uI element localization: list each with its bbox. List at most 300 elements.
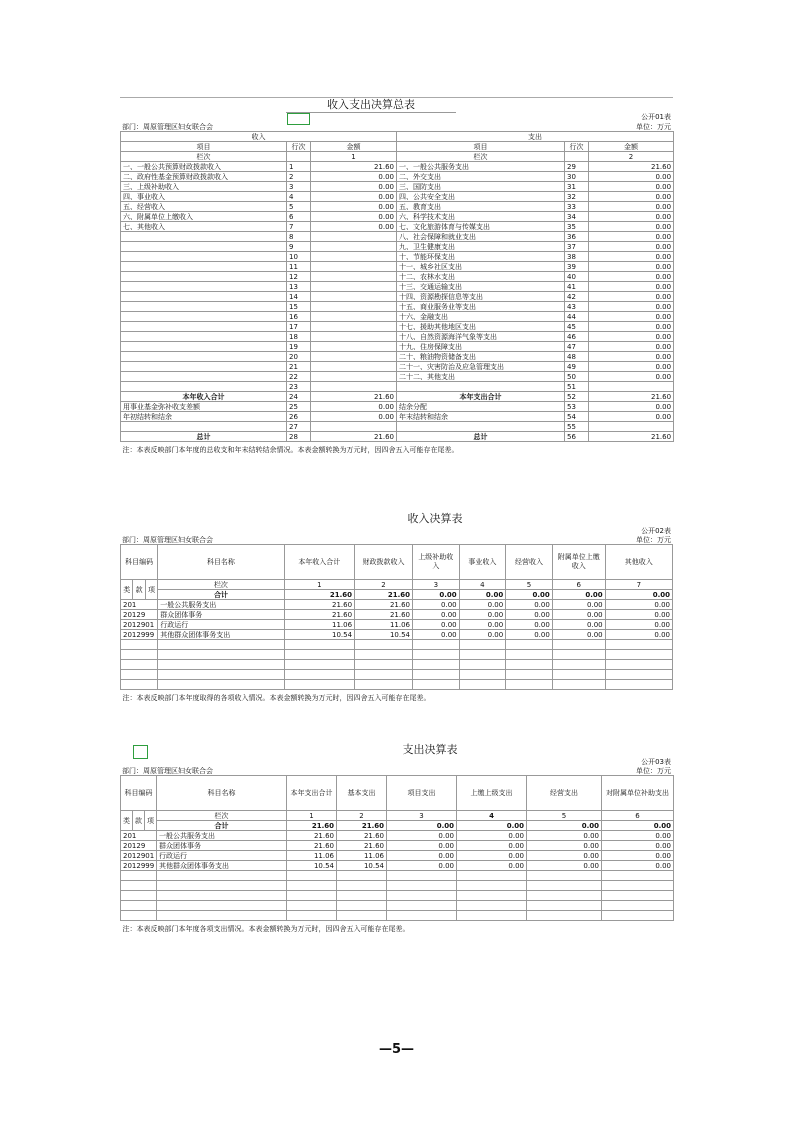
expense-amount: 0.00 [589,342,674,352]
income-item [121,242,287,252]
amount-cell: 0.00 [506,600,553,610]
income-item [121,422,287,432]
expense-line-no: 34 [565,212,589,222]
amount-cell: 0.00 [552,610,605,620]
expense-item [397,422,565,432]
empty-cell [506,680,553,690]
income-line-no: 19 [287,342,311,352]
expense-item: 本年支出合计 [397,392,565,402]
expense-amount: 0.00 [589,202,674,212]
empty-cell [337,871,387,881]
amount-cell: 0.00 [527,841,602,851]
expense-line-no: 51 [565,382,589,392]
total-cell: 21.60 [355,590,413,600]
income-item [121,302,287,312]
empty-cell [552,640,605,650]
lanci-label: 栏次 [157,811,287,821]
expense-amount: 0.00 [589,242,674,252]
income-line-no: 20 [287,352,311,362]
amount-cell: 0.00 [459,600,506,610]
table2-title: 收入决算表 [407,512,463,525]
empty-cell [121,650,158,660]
amount-cell: 21.60 [337,831,387,841]
amount-cell: 0.00 [605,630,672,640]
empty-cell [527,901,602,911]
col-number: 1 [287,811,337,821]
amount-cell: 0.00 [506,630,553,640]
table3-code: 公开03表 [641,757,671,766]
expense-item: 二十二、其他支出 [397,372,565,382]
empty-cell [284,640,354,650]
expense-line-no: 41 [565,282,589,292]
expense-line-no: 56 [565,432,589,442]
subject-name: 一般公共服务支出 [157,831,287,841]
empty-cell [157,891,287,901]
total-cell: 0.00 [459,590,506,600]
empty-cell [459,640,506,650]
total-cell: 0.00 [387,821,457,831]
expense-amount [589,422,674,432]
amount-cell: 11.06 [355,620,413,630]
table2-note: 注：本表反映部门本年度取得的各项收入情况。本表金额转换为万元时，因四舍五入可能存在尾差。 [122,693,431,702]
amount-cell: 0.00 [527,861,602,871]
table-row [121,282,674,292]
income-item [121,362,287,372]
empty-cell [552,670,605,680]
lei-label: 类 [121,811,133,831]
col-number: 2 [337,811,387,821]
empty-cell [284,670,354,680]
income-item: 一、一般公共预算财政拨款收入 [121,162,287,172]
total-cell: 0.00 [413,590,460,600]
total-label: 合计 [157,821,287,831]
income-amount: 0.00 [311,402,397,412]
income-amount: 0.00 [311,202,397,212]
empty-cell [387,891,457,901]
empty-cell [284,660,354,670]
income-item [121,272,287,282]
income-item: 年初结转和结余 [121,412,287,422]
table1-note: 注：本表反映部门本年度的总收支和年末结转结余情况。本表金额转换为万元时，因四舍五入可能存在尾差。 [122,445,459,454]
expense-amount: 0.00 [589,312,674,322]
expense-item [397,382,565,392]
empty-cell [506,670,553,680]
subject-name: 行政运行 [157,851,287,861]
expense-amount: 21.60 [589,392,674,402]
empty-cell [158,650,284,660]
empty-cell [413,670,460,680]
total-cell: 0.00 [552,590,605,600]
amount-cell: 0.00 [459,610,506,620]
expense-line-no: 52 [565,392,589,402]
income-line-no: 21 [287,362,311,372]
income-amount [311,312,397,322]
lei-label: 类 [121,580,133,600]
empty-cell [284,650,354,660]
total-cell: 21.60 [287,821,337,831]
amount-cell: 0.00 [602,841,674,851]
empty-cell [602,871,674,881]
empty-cell [605,650,672,660]
amount-cell: 11.06 [337,851,387,861]
subsidiary-income-header: 附属单位上缴收入 [552,545,605,580]
expense-line-no: 39 [565,262,589,272]
empty-cell [413,650,460,660]
expense-item: 十五、商业服务业等支出 [397,302,565,312]
expense-detail-table [120,743,673,933]
income-line-no: 14 [287,292,311,302]
empty-cell [459,670,506,680]
empty-cell [527,881,602,891]
expense-section-header: 支出 [397,132,674,142]
income-amount [311,322,397,332]
empty-row [121,911,674,921]
income-item [121,342,287,352]
expense-amount: 0.00 [589,402,674,412]
table-row [121,162,674,172]
empty-cell [121,871,157,881]
expense-amount: 0.00 [589,332,674,342]
table2-code: 公开02表 [641,526,671,535]
table-row [121,600,673,610]
table-row [121,172,674,182]
income-line-no: 10 [287,252,311,262]
upper-payment-header: 上缴上级支出 [457,776,527,811]
income-amount: 0.00 [311,192,397,202]
amount-cell: 0.00 [506,610,553,620]
project-expense-header: 项目支出 [387,776,457,811]
col-number: 4 [459,580,506,590]
subject-name: 群众团体事务 [158,610,284,620]
table-row [121,630,673,640]
expense-amount: 0.00 [589,282,674,292]
subject-code: 201 [121,831,157,841]
empty-cell [121,670,158,680]
amount-cell: 0.00 [413,600,460,610]
expense-amount: 0.00 [589,412,674,422]
expense-line-no: 36 [565,232,589,242]
income-item: 六、附属单位上缴收入 [121,212,287,222]
col-number-1: 1 [311,152,397,162]
empty-row [121,680,673,690]
income-line-no: 1 [287,162,311,172]
income-amount: 0.00 [311,222,397,232]
amount-cell: 21.60 [355,600,413,610]
basic-expense-header: 基本支出 [337,776,387,811]
table-row [121,292,674,302]
amount-cell: 0.00 [387,831,457,841]
expense-item: 六、科学技术支出 [397,212,565,222]
expense-item: 七、文化旅游体育与传媒支出 [397,222,565,232]
empty-cell [552,660,605,670]
empty-cell [527,911,602,921]
kuan-label: 款 [133,811,145,831]
income-item [121,262,287,272]
col-number: 2 [355,580,413,590]
expense-line-no: 47 [565,342,589,352]
empty-cell [284,680,354,690]
income-line-no: 16 [287,312,311,322]
table-row [121,202,674,212]
subject-code: 2012999 [121,630,158,640]
empty-cell [457,911,527,921]
operating-expense-header: 经营支出 [527,776,602,811]
table-row [121,831,674,841]
table-row [121,620,673,630]
expense-amount [589,382,674,392]
empty-cell [287,871,337,881]
table-row [121,861,674,871]
income-item: 二、政府性基金预算财政拨款收入 [121,172,287,182]
income-amount [311,302,397,312]
income-amount: 0.00 [311,412,397,422]
income-amount [311,422,397,432]
empty-cell [413,640,460,650]
expense-amount: 21.60 [589,432,674,442]
table1-unit: 单位：万元 [636,122,671,131]
income-line-no: 6 [287,212,311,222]
empty-cell [605,680,672,690]
empty-cell [337,891,387,901]
empty-cell [605,670,672,680]
expense-line-no: 48 [565,352,589,362]
empty-cell [527,891,602,901]
empty-cell [459,650,506,660]
amount-cell: 0.00 [457,841,527,851]
col-number-2: 2 [589,152,674,162]
table-row [121,392,674,402]
amount-cell: 10.54 [337,861,387,871]
expense-line-no: 42 [565,292,589,302]
col-number: 7 [605,580,672,590]
income-line-no: 12 [287,272,311,282]
subject-code: 2012901 [121,851,157,861]
income-amount [311,292,397,302]
lanci-label: 栏次 [397,152,565,162]
income-line-no: 23 [287,382,311,392]
amount-cell: 0.00 [527,831,602,841]
empty-cell [355,650,413,660]
empty-cell [337,881,387,891]
amount-cell: 0.00 [413,610,460,620]
empty-cell [158,680,284,690]
amount-cell: 0.00 [602,851,674,861]
empty-cell [355,670,413,680]
expense-item: 十、节能环保支出 [397,252,565,262]
amount-cell: 0.00 [413,620,460,630]
expense-line-no: 38 [565,252,589,262]
table-row [121,851,674,861]
subject-code: 20129 [121,610,158,620]
income-line-no: 22 [287,372,311,382]
amount-cell: 21.60 [284,610,354,620]
expense-amount: 0.00 [589,232,674,242]
empty-cell [121,680,158,690]
income-item [121,382,287,392]
income-line-no: 18 [287,332,311,342]
expense-line-no: 35 [565,222,589,232]
empty-cell [527,871,602,881]
expense-item: 四、公共安全支出 [397,192,565,202]
total-cell: 0.00 [605,590,672,600]
empty-cell [457,871,527,881]
expense-item: 十一、城乡社区支出 [397,262,565,272]
table-row [121,432,674,442]
expense-amount: 0.00 [589,222,674,232]
lanci-label: 栏次 [158,580,284,590]
empty-row [121,660,673,670]
expense-item: 五、教育支出 [397,202,565,212]
total-expense-header: 本年支出合计 [287,776,337,811]
table1-dept: 部门：周原管理区妇女联合会 [122,122,213,131]
income-line-no: 2 [287,172,311,182]
amount-cell: 11.06 [284,620,354,630]
table-row [121,182,674,192]
expense-line-no: 45 [565,322,589,332]
table3-dept: 部门：周原管理区妇女联合会 [122,766,213,775]
amount-cell: 0.00 [387,861,457,871]
amount-cell: 0.00 [457,831,527,841]
expense-line-no: 55 [565,422,589,432]
upper-subsidy-header: 上级补助收入 [413,545,460,580]
empty-cell [121,881,157,891]
expense-amount: 21.60 [589,162,674,172]
table-row [121,372,674,382]
empty-cell [506,650,553,660]
income-item: 本年收入合计 [121,392,287,402]
col-number: 6 [602,811,674,821]
empty-cell [602,891,674,901]
expense-line-no: 44 [565,312,589,322]
income-detail-table [120,512,673,702]
cell-selection-marker [287,113,310,125]
amount-cell: 0.00 [457,861,527,871]
amount-cell: 11.06 [287,851,337,861]
subject-code: 20129 [121,841,157,851]
code-header: 科目编码 [121,776,157,811]
empty-cell [121,901,157,911]
expense-item: 十三、交通运输支出 [397,282,565,292]
amount-cell: 21.60 [355,610,413,620]
col-amount-header: 金额 [589,142,674,152]
income-line-no: 17 [287,322,311,332]
subject-code: 2012999 [121,861,157,871]
name-header: 科目名称 [157,776,287,811]
empty-cell [158,640,284,650]
lanci-label: 栏次 [121,152,287,162]
col-number: 4 [457,811,527,821]
col-line-header: 行次 [565,142,589,152]
amount-cell: 0.00 [605,600,672,610]
table-row [121,262,674,272]
name-header: 科目名称 [158,545,284,580]
empty-cell [121,640,158,650]
amount-cell: 0.00 [602,831,674,841]
amount-cell: 0.00 [527,851,602,861]
empty-cell [552,680,605,690]
expense-amount: 0.00 [589,322,674,332]
table2-dept: 部门：周原管理区妇女联合会 [122,535,213,544]
col-line-header: 行次 [287,142,311,152]
table-row [121,242,674,252]
expense-line-no: 30 [565,172,589,182]
table-row [121,610,673,620]
empty-cell [387,871,457,881]
expense-item: 一、一般公共服务支出 [397,162,565,172]
amount-cell: 0.00 [459,620,506,630]
income-expense-summary-table [120,98,673,454]
subsidiary-subsidy-header: 对附属单位补助支出 [602,776,674,811]
col-number: 3 [413,580,460,590]
income-amount [311,262,397,272]
income-amount [311,232,397,242]
empty-cell [287,881,337,891]
subject-name: 行政运行 [158,620,284,630]
income-amount [311,352,397,362]
table-row [121,252,674,262]
amount-cell: 10.54 [355,630,413,640]
subject-name: 其他群众团体事务支出 [158,630,284,640]
income-item [121,312,287,322]
table-row [121,412,674,422]
expense-amount: 0.00 [589,252,674,262]
income-line-no: 26 [287,412,311,422]
total-label: 合计 [158,590,284,600]
table-row [121,222,674,232]
income-line-no: 15 [287,302,311,312]
table-row [121,322,674,332]
expense-item: 十七、援助其他地区支出 [397,322,565,332]
expense-item: 九、卫生健康支出 [397,242,565,252]
table-row [121,302,674,312]
empty-cell [413,680,460,690]
income-line-no: 25 [287,402,311,412]
income-item [121,332,287,342]
empty-cell [121,911,157,921]
operating-income-header: 经营收入 [506,545,553,580]
empty-cell [287,901,337,911]
total-cell: 0.00 [457,821,527,831]
expense-item: 二十、粮油物资储备支出 [397,352,565,362]
income-amount [311,362,397,372]
table-row [121,382,674,392]
table3-unit: 单位：万元 [636,766,671,775]
amount-cell: 10.54 [287,861,337,871]
career-income-header: 事业收入 [459,545,506,580]
total-cell: 0.00 [602,821,674,831]
expense-line-no: 32 [565,192,589,202]
empty-cell [157,871,287,881]
expense-amount: 0.00 [589,352,674,362]
income-item: 五、经营收入 [121,202,287,212]
income-amount: 0.00 [311,182,397,192]
table2-unit: 单位：万元 [636,535,671,544]
table-row [121,332,674,342]
expense-line-no: 43 [565,302,589,312]
expense-line-no: 54 [565,412,589,422]
amount-cell: 0.00 [602,861,674,871]
expense-item: 十九、住房保障支出 [397,342,565,352]
expense-item: 总计 [397,432,565,442]
income-amount [311,252,397,262]
empty-cell [506,640,553,650]
income-line-no: 3 [287,182,311,192]
col-item-header: 项目 [397,142,565,152]
expense-amount: 0.00 [589,292,674,302]
empty-cell [459,660,506,670]
page-number: —5— [378,1042,415,1057]
expense-item: 结余分配 [397,402,565,412]
